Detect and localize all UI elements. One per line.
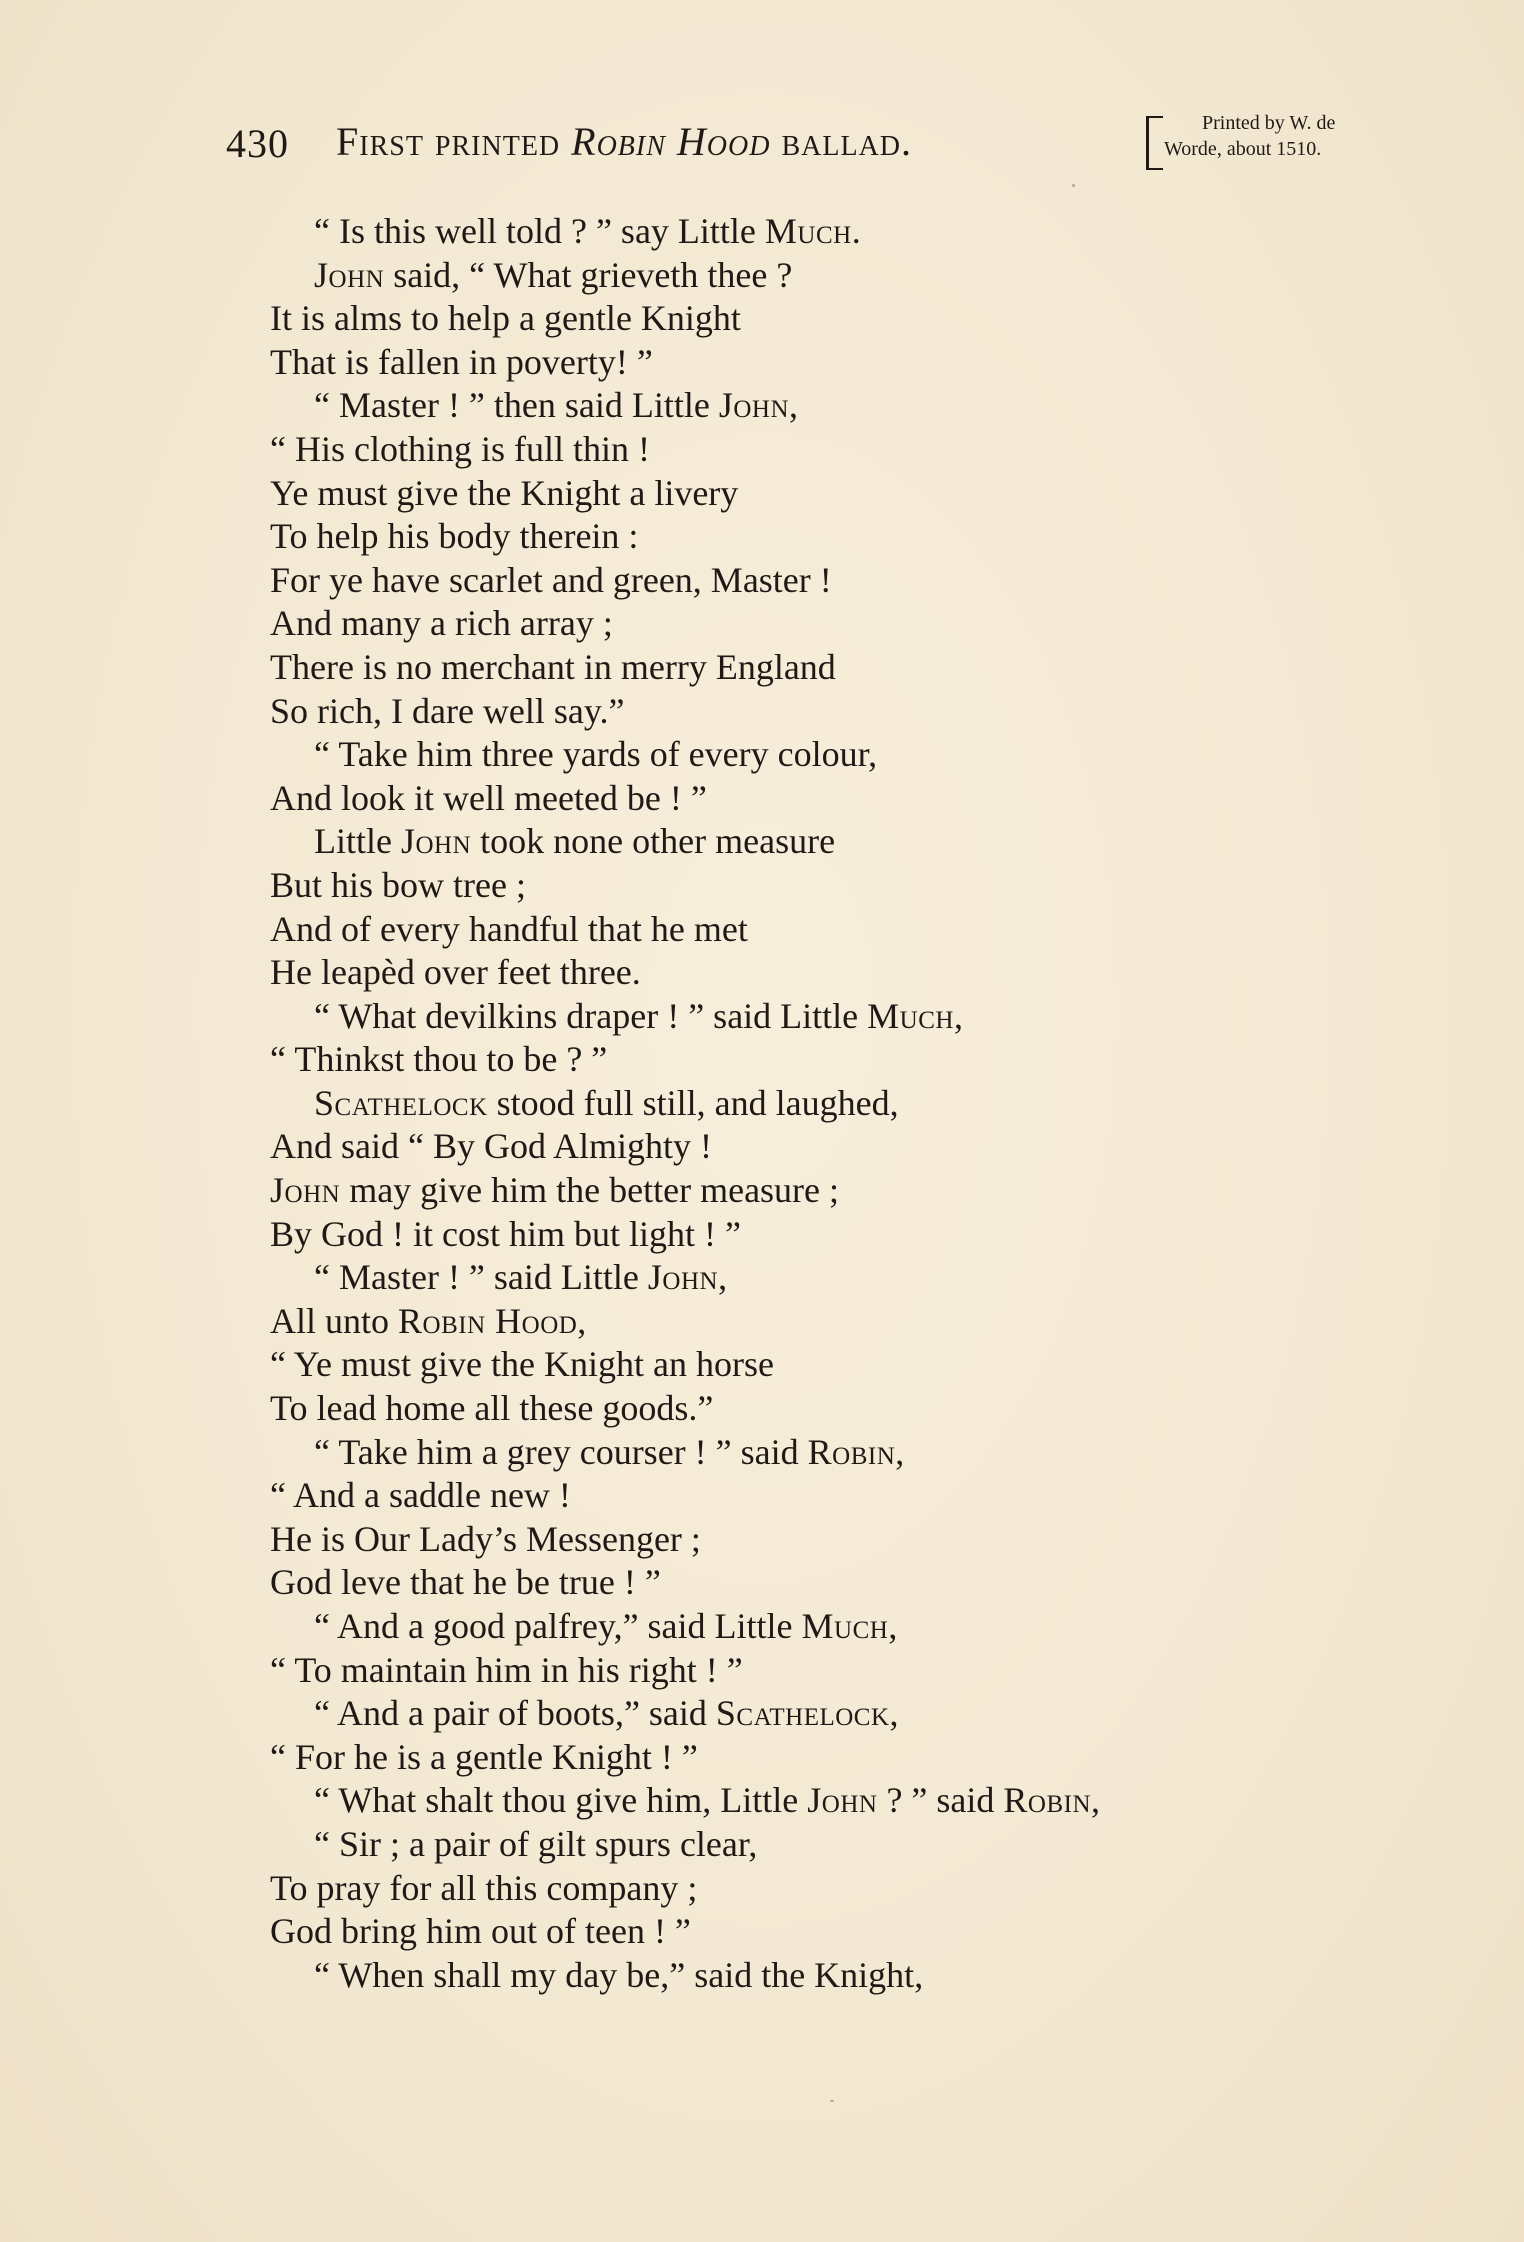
line-text: , bbox=[889, 1693, 899, 1734]
poem-line bbox=[270, 1431, 1420, 1475]
poem-line bbox=[270, 254, 1420, 298]
line-text: “ Master ! ” then said Little bbox=[314, 385, 719, 426]
line-text: God leve that he be true ! ” bbox=[270, 1562, 661, 1603]
line-text: , bbox=[1091, 1780, 1101, 1821]
line-text: “ To maintain him in his right ! ” bbox=[270, 1649, 743, 1690]
line-text: “ When shall my day be,” said the Knight, bbox=[314, 1954, 924, 1995]
poem-line bbox=[270, 951, 1420, 995]
poem-line bbox=[270, 1082, 1420, 1126]
poem-line bbox=[270, 515, 1420, 559]
paper-speck bbox=[1072, 184, 1075, 187]
poem-line bbox=[270, 864, 1420, 908]
poem-line bbox=[270, 341, 1420, 385]
proper-name: Robin Hood bbox=[398, 1300, 578, 1341]
proper-name: Scathelock bbox=[314, 1082, 488, 1123]
poem-line bbox=[270, 1474, 1420, 1518]
proper-name: Robin bbox=[1003, 1780, 1092, 1821]
line-text: God bring him out of teen ! ” bbox=[270, 1911, 691, 1952]
line-text: , bbox=[888, 1606, 898, 1646]
line-text: , bbox=[953, 995, 963, 1036]
poem-line bbox=[270, 1213, 1420, 1257]
line-text: , bbox=[577, 1300, 587, 1341]
poem-line bbox=[270, 1954, 1420, 1998]
line-text: And look it well meeted be ! ” bbox=[270, 777, 707, 818]
running-head bbox=[226, 112, 1406, 182]
line-text: , bbox=[718, 1257, 728, 1298]
line-text: For ye have scarlet and green, Master ! bbox=[270, 559, 832, 600]
proper-name: John bbox=[807, 1780, 878, 1821]
poem-line bbox=[270, 559, 1420, 603]
line-text: And of every handful that he met bbox=[270, 908, 748, 949]
line-text: “ What devilkins draper ! ” said Little bbox=[314, 995, 868, 1036]
running-title-robin-hood: Robin Hood bbox=[571, 119, 771, 164]
line-text: Ye must give the Knight a livery bbox=[270, 472, 739, 513]
line-text: And many a rich array ; bbox=[270, 603, 613, 644]
poem-line bbox=[270, 1125, 1420, 1169]
poem-line bbox=[270, 1518, 1420, 1562]
line-text: “ Thinkst thou to be ? ” bbox=[270, 1039, 608, 1080]
poem-line bbox=[270, 1169, 1420, 1213]
proper-name: John bbox=[270, 1170, 341, 1211]
poem-line bbox=[270, 472, 1420, 516]
line-text: “ Sir ; a pair of gilt spurs clear, bbox=[314, 1823, 758, 1864]
line-text: “ Take him a grey courser ! ” said bbox=[314, 1431, 808, 1472]
source-note-line-2: Worde, about 1510. bbox=[1164, 138, 1322, 160]
poem-line bbox=[270, 1779, 1420, 1823]
line-text: stood full still, and laughed, bbox=[487, 1082, 899, 1123]
poem-line bbox=[270, 1910, 1420, 1954]
poem-line bbox=[270, 1736, 1420, 1780]
line-text: “ His clothing is full thin ! bbox=[270, 428, 650, 469]
line-text: took none other measure bbox=[471, 821, 836, 862]
line-text: He leapèd over feet three. bbox=[270, 952, 641, 993]
poem-line bbox=[270, 602, 1420, 646]
poem-line bbox=[270, 1343, 1420, 1387]
line-text: “ And a pair of boots,” said bbox=[314, 1693, 716, 1734]
proper-name: John bbox=[718, 385, 790, 426]
bracket-glyph bbox=[1146, 116, 1163, 170]
proper-name: John bbox=[314, 254, 385, 295]
poem-line bbox=[270, 1256, 1420, 1300]
proper-name: Much bbox=[764, 211, 852, 251]
poem-line bbox=[270, 1038, 1420, 1082]
line-text: That is fallen in poverty! ” bbox=[270, 341, 653, 382]
poem-line bbox=[270, 908, 1420, 952]
poem-line bbox=[270, 1692, 1420, 1736]
line-text: ? ” said bbox=[877, 1780, 1004, 1821]
poem-line bbox=[270, 297, 1420, 341]
poem-line bbox=[270, 733, 1420, 777]
poem-line bbox=[270, 1605, 1420, 1649]
line-text: “ And a good palfrey,” said Little bbox=[314, 1606, 802, 1646]
page-number: 430 bbox=[226, 121, 289, 166]
line-text: “ Master ! ” said Little bbox=[314, 1257, 648, 1298]
proper-name: Much bbox=[867, 995, 954, 1036]
poem-line bbox=[270, 1649, 1420, 1693]
poem-line bbox=[270, 1300, 1420, 1344]
line-text: . bbox=[851, 211, 861, 251]
line-text: “ Is this well told ? ” say Little bbox=[314, 211, 765, 251]
poem-line bbox=[270, 1561, 1420, 1605]
poem-line bbox=[270, 1387, 1420, 1431]
proper-name: John bbox=[400, 821, 472, 862]
line-text: Little bbox=[314, 821, 401, 862]
proper-name: John bbox=[647, 1257, 719, 1298]
running-title-suffix: ballad. bbox=[781, 119, 913, 164]
source-note-line-1: Printed by W. de bbox=[1202, 112, 1336, 134]
line-text: All unto bbox=[270, 1300, 399, 1341]
poem-line bbox=[270, 1867, 1420, 1911]
poem-line bbox=[270, 384, 1420, 428]
line-text: may give him the better measure ; bbox=[340, 1170, 840, 1211]
line-text: It is alms to help a gentle Knight bbox=[270, 298, 741, 339]
line-text: , bbox=[895, 1431, 905, 1472]
line-text: So rich, I dare well say.” bbox=[270, 690, 625, 731]
poem-line bbox=[270, 210, 1420, 254]
line-text: And said “ By God Almighty ! bbox=[270, 1126, 712, 1167]
poem-line bbox=[270, 428, 1420, 472]
line-text: There is no merchant in merry England bbox=[270, 646, 836, 687]
poem-line bbox=[270, 1823, 1420, 1867]
poem-line bbox=[270, 646, 1420, 690]
line-text: “ Take him three yards of every colour, bbox=[314, 734, 878, 775]
proper-name: Scathelock bbox=[715, 1693, 890, 1734]
proper-name: Robin bbox=[807, 1431, 896, 1472]
poem-line bbox=[270, 995, 1420, 1039]
line-text: To pray for all this company ; bbox=[270, 1867, 698, 1908]
line-text: “ And a saddle new ! bbox=[270, 1475, 571, 1516]
line-text: By God ! it cost him but light ! ” bbox=[270, 1213, 741, 1254]
line-text: “ Ye must give the Knight an horse bbox=[270, 1344, 774, 1385]
running-title bbox=[336, 118, 912, 165]
line-text: To help his body therein : bbox=[270, 516, 639, 557]
line-text: said, “ What grieveth thee ? bbox=[384, 254, 793, 295]
line-text: But his bow tree ; bbox=[270, 864, 526, 905]
line-text: “ What shalt thou give him, Little bbox=[314, 1780, 808, 1821]
poem-text bbox=[270, 210, 1420, 1997]
line-text: , bbox=[789, 385, 799, 426]
poem-line bbox=[270, 690, 1420, 734]
paper-speck bbox=[830, 2100, 834, 2102]
source-note bbox=[1146, 112, 1406, 172]
running-title-prefix: First printed bbox=[336, 119, 561, 164]
line-text: To lead home all these goods.” bbox=[270, 1388, 714, 1429]
line-text: “ For he is a gentle Knight ! ” bbox=[270, 1736, 698, 1777]
poem-line bbox=[270, 777, 1420, 821]
proper-name: Much bbox=[801, 1606, 889, 1646]
line-text: He is Our Lady’s Messenger ; bbox=[270, 1518, 701, 1559]
poem-line bbox=[270, 820, 1420, 864]
